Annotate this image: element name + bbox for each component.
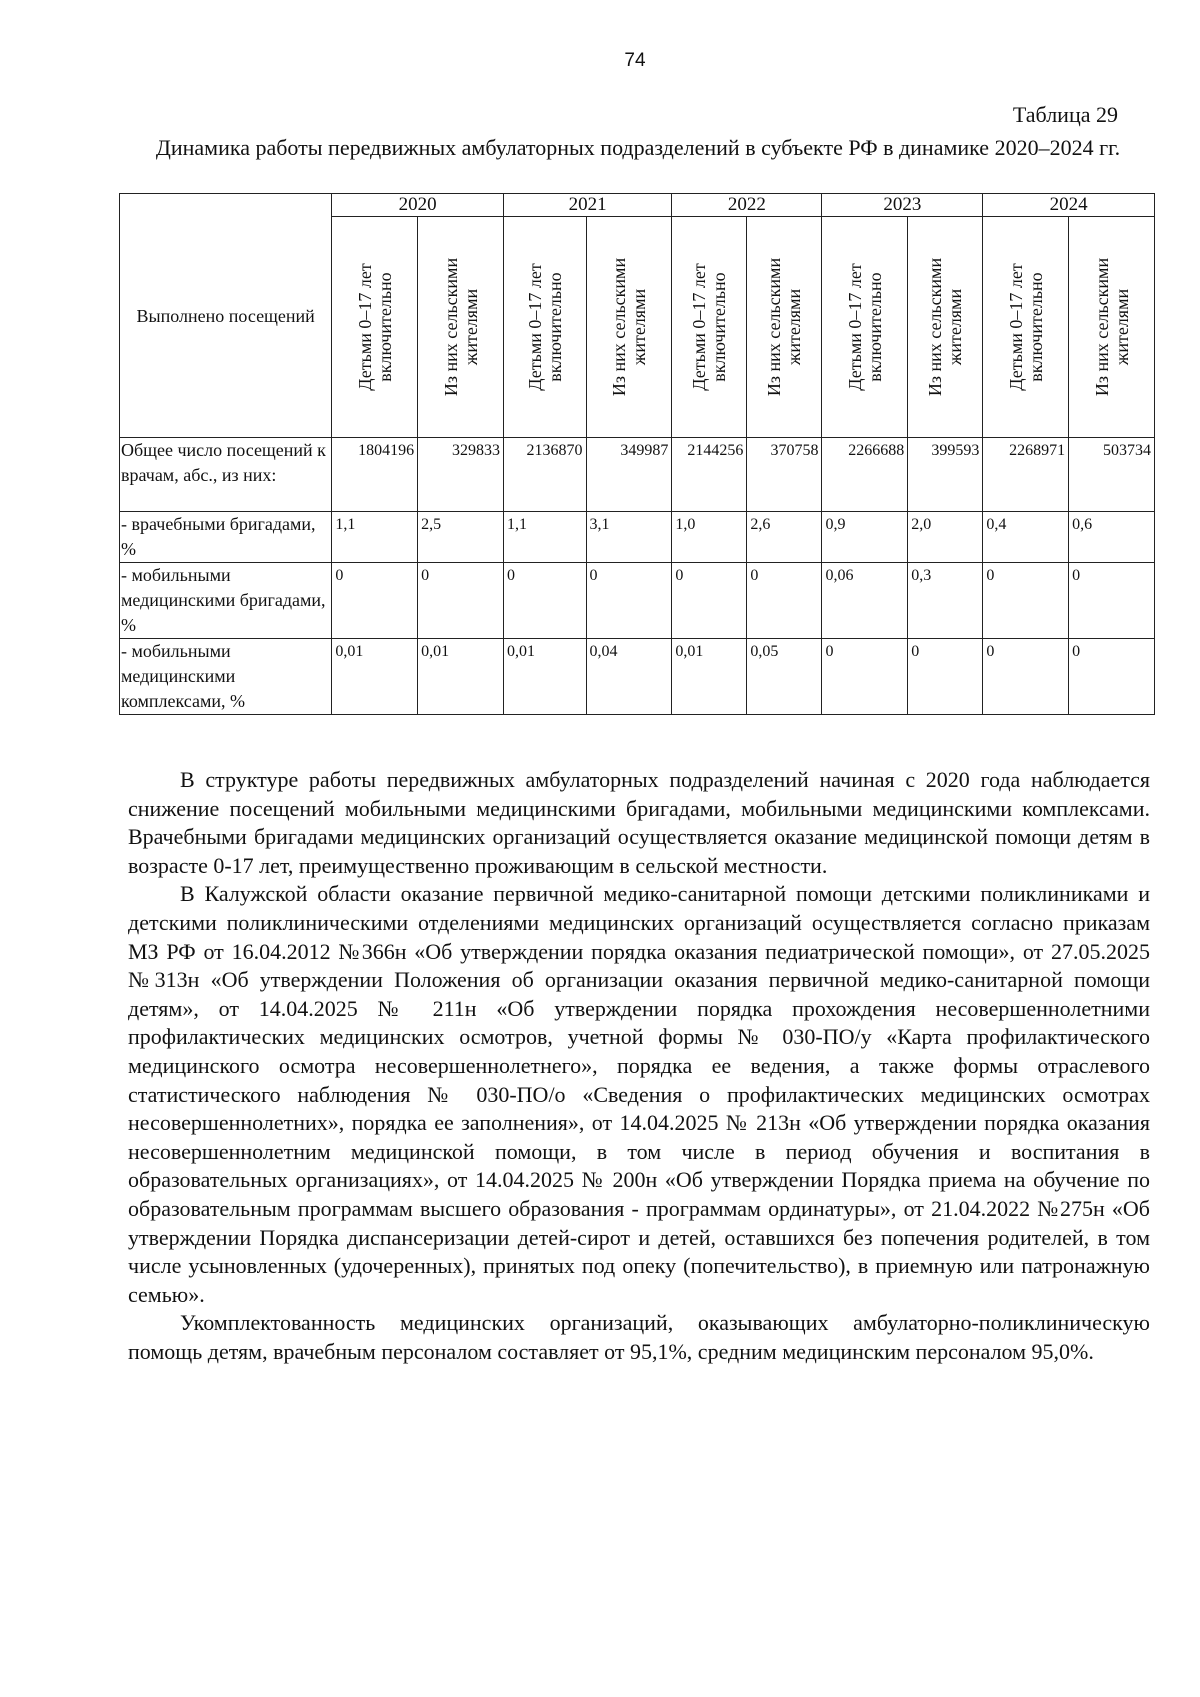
- table-cell: 0: [908, 639, 983, 715]
- body-text: [128, 766, 1150, 1366]
- table-cell: 0: [983, 639, 1069, 715]
- sub-header-rural: Из них сельскими жителями: [1069, 217, 1155, 438]
- table-cell: 2266688: [822, 438, 908, 512]
- paragraph: Укомплектованность медицинских организаций, оказывающих амбулаторно-поликлиническую помощь детям, врачебным персоналом составляет от 95,1%, средним медицинским персоналом 95,0%.: [128, 1310, 1150, 1364]
- table-cell: 0: [822, 639, 908, 715]
- table-cell: 0: [983, 563, 1069, 639]
- table-cell: 349987: [586, 438, 672, 512]
- table-row: [120, 438, 1155, 512]
- table-row: [120, 639, 1155, 715]
- row-label: Общее число посещений к врачам, абс., из них:: [120, 438, 332, 512]
- table-cell: 2136870: [503, 438, 586, 512]
- table-cell: 0: [1069, 563, 1155, 639]
- year-header: 2023: [822, 194, 983, 217]
- page-number: 74: [624, 50, 646, 71]
- table-cell: 0,01: [672, 639, 747, 715]
- table-cell: 0,9: [822, 512, 908, 563]
- row-label: - мобильными медицинскими комплексами, %: [120, 639, 332, 715]
- table-row: [120, 563, 1155, 639]
- row-label: - мобильными медицинскими бригадами, %: [120, 563, 332, 639]
- sub-header-children: Детьми 0–17 лет включительно: [983, 217, 1069, 438]
- table-cell: 2,5: [418, 512, 504, 563]
- table-cell: 0: [503, 563, 586, 639]
- sub-header-children: Детьми 0–17 лет включительно: [672, 217, 747, 438]
- paragraph: В Калужской области оказание первичной медико-санитарной помощи детскими поликлиниками и детскими поликлиническими отделениями медицинских организаций осуществляется согласно приказам МЗ РФ от 16.04.2012 №366н «Об утверждении порядка оказания педиатрической помощи», от 27.05.2025 №313н «Об утверждении Положения об организации оказания первичной медико-санитарной помощи детям», от 14.04.2025 № 211н «Об утверждении порядка прохождения несовершеннолетними профилактических медицинских осмотров, учетной формы № 030-ПО/у «Карта профилактического медицинского осмотра несовершеннолетнего», порядка ее ведения, а также формы отраслевого статистического наблюдения № 030-ПО/о «Сведения о профилактических медицинских осмотрах несовершеннолетних», порядка ее заполнения», от 14.04.2025 № 213н «Об утверждении порядка оказания несовершеннолетним медицинской помощи, в том числе в период обучения и воспитания в образовательных организациях», от 14.04.2025 № 200н «Об утверждении Порядка приема на обучение по образовательным программам высшего образования - программам ординатуры», от 21.04.2022 №275н «Об утверждении Порядка диспансеризации детей-сирот и детей, оставшихся без попечения родителей, в том числе усыновленных (удочеренных), принятых под опеку (попечительство), в приемную или патронажную семью».: [128, 881, 1150, 1307]
- row-label: - врачебными бригадами, %: [120, 512, 332, 563]
- table-cell: 1,1: [503, 512, 586, 563]
- table-cell: 0: [418, 563, 504, 639]
- data-table: [119, 193, 1155, 715]
- table-cell: 0: [747, 563, 822, 639]
- sub-header-children: Детьми 0–17 лет включительно: [503, 217, 586, 438]
- table-cell: 0: [586, 563, 672, 639]
- year-header: 2024: [983, 194, 1155, 217]
- table-cell: 2,0: [908, 512, 983, 563]
- year-header: 2021: [503, 194, 671, 217]
- table-cell: 2,6: [747, 512, 822, 563]
- table-cell: 0,3: [908, 563, 983, 639]
- table-cell: 0,05: [747, 639, 822, 715]
- table-caption: Динамика работы передвижных амбулаторных подразделений в субъекте РФ в динамике 2020–2024 гг.: [155, 135, 1121, 160]
- table-cell: 0,4: [983, 512, 1069, 563]
- table-row: [120, 512, 1155, 563]
- table-cell: 3,1: [586, 512, 672, 563]
- sub-header-rural: Из них сельскими жителями: [747, 217, 822, 438]
- table-cell: 2144256: [672, 438, 747, 512]
- table-cell: 0,01: [418, 639, 504, 715]
- table-cell: 0,01: [332, 639, 418, 715]
- table-label: Таблица 29: [1012, 102, 1118, 127]
- sub-header-rural: Из них сельскими жителями: [908, 217, 983, 438]
- paragraph: В структуре работы передвижных амбулаторных подразделений начиная с 2020 года наблюдается снижение посещений мобильными медицинскими бригадами, мобильными медицинскими комплексами. Врачебными бригадами медицинских организаций осуществляется оказание медицинской помощи детям в возрасте 0-17 лет, преимущественно проживающим в сельской местности.: [128, 767, 1150, 878]
- table-cell: 370758: [747, 438, 822, 512]
- table-cell: 0,6: [1069, 512, 1155, 563]
- table-cell: 2268971: [983, 438, 1069, 512]
- sub-header-rural: Из них сельскими жителями: [586, 217, 672, 438]
- sub-header-rural: Из них сельскими жителями: [418, 217, 504, 438]
- table-cell: 0,04: [586, 639, 672, 715]
- table-cell: 0: [332, 563, 418, 639]
- table-cell: 0,01: [503, 639, 586, 715]
- year-header: 2020: [332, 194, 504, 217]
- table-cell: 329833: [418, 438, 504, 512]
- sub-header-children: Детьми 0–17 лет включительно: [332, 217, 418, 438]
- year-header: 2022: [672, 194, 822, 217]
- table-cell: 0,06: [822, 563, 908, 639]
- sub-header-children: Детьми 0–17 лет включительно: [822, 217, 908, 438]
- table-cell: 0: [672, 563, 747, 639]
- corner-header: Выполнено посещений: [120, 194, 332, 438]
- table-cell: 1,0: [672, 512, 747, 563]
- table-cell: 1804196: [332, 438, 418, 512]
- table-cell: 503734: [1069, 438, 1155, 512]
- table-cell: 0: [1069, 639, 1155, 715]
- table-cell: 399593: [908, 438, 983, 512]
- table-cell: 1,1: [332, 512, 418, 563]
